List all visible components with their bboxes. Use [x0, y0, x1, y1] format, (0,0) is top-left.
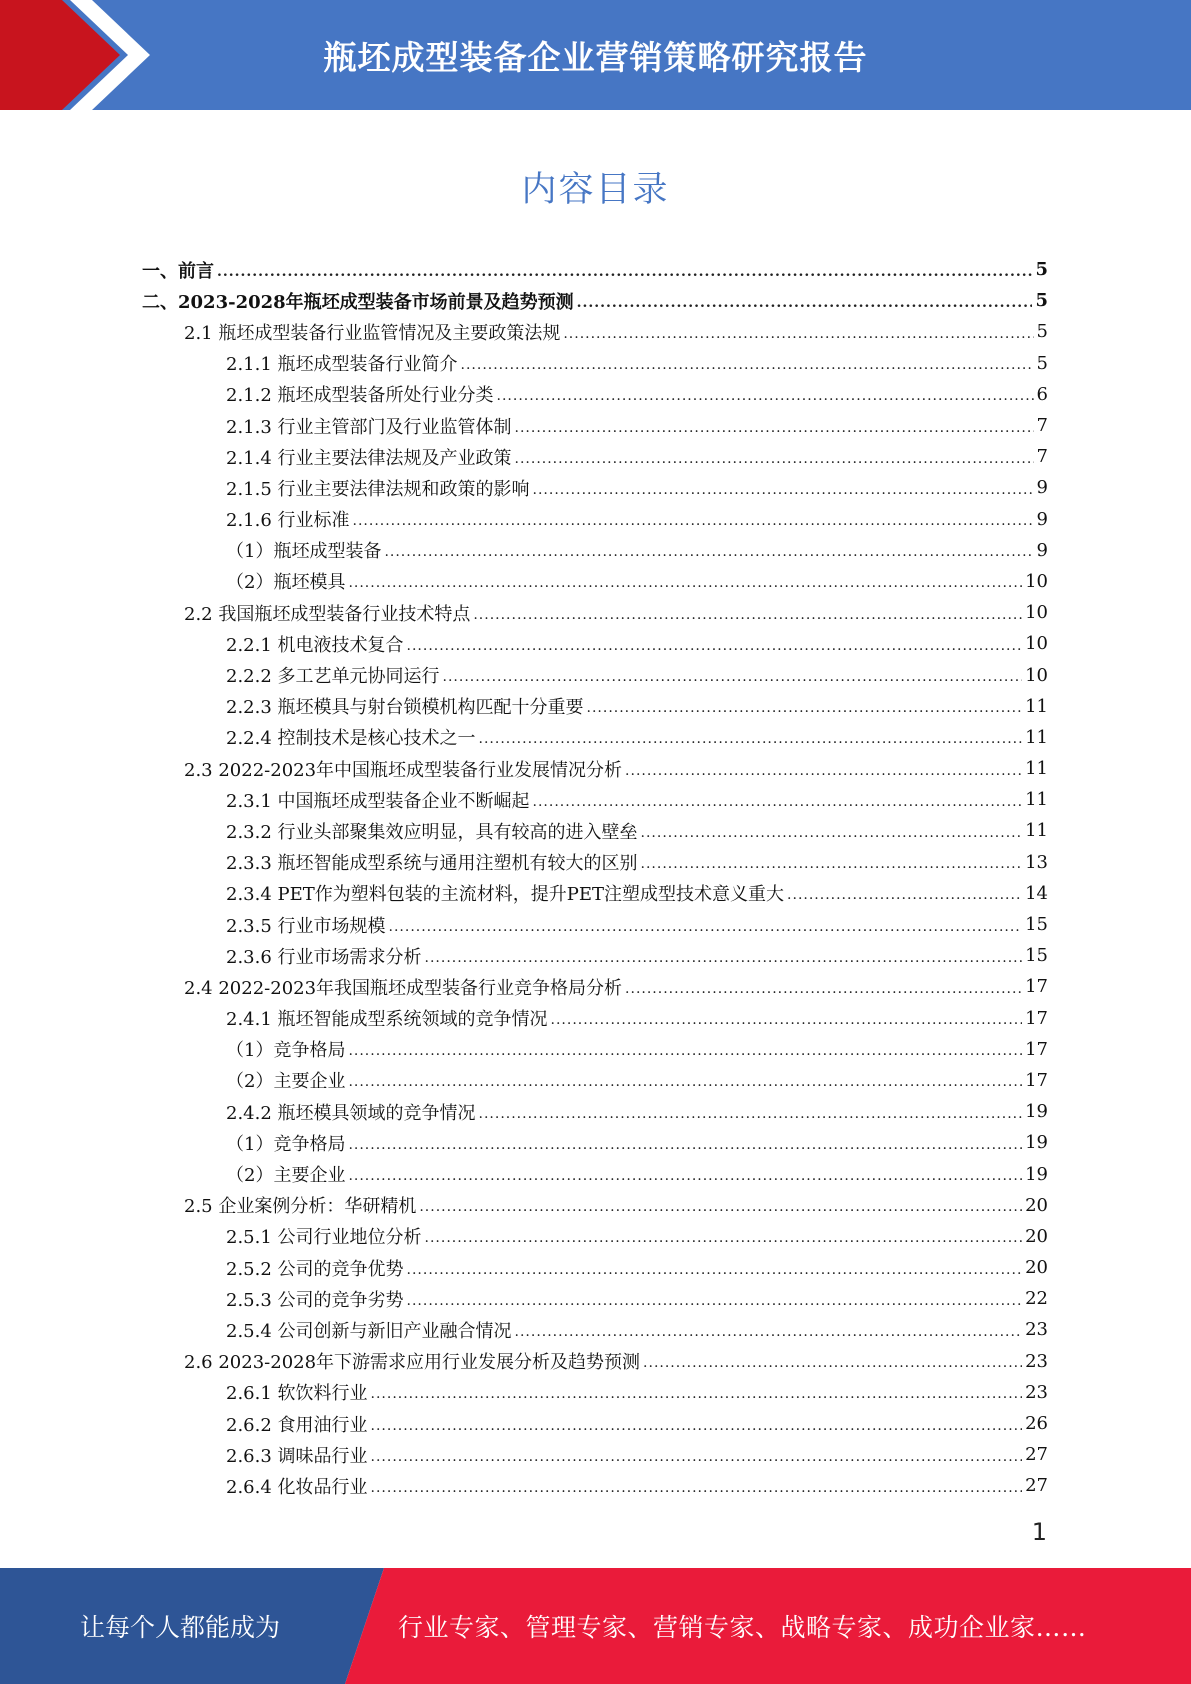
- toc-dot-leader: [497, 388, 1034, 404]
- toc-entry-page: 10: [1025, 570, 1048, 592]
- toc-entry[interactable]: [142, 909, 1048, 940]
- footer-banner: [0, 1568, 1191, 1684]
- toc-entry[interactable]: [142, 1470, 1048, 1501]
- toc-entry-page: 17: [1025, 1069, 1048, 1091]
- toc-entry[interactable]: [142, 691, 1048, 722]
- toc-entry-page: 23: [1025, 1350, 1048, 1372]
- toc-entry-title: 2.6.2 食用油行业: [226, 1414, 368, 1436]
- toc-entry-title: 2.6 2023-2028年下游需求应用行业发展分析及趋势预测: [184, 1352, 641, 1374]
- toc-dot-leader: [371, 1480, 1023, 1496]
- toc-entry-page: 27: [1025, 1475, 1048, 1497]
- toc-dot-leader: [353, 513, 1034, 529]
- toc-entry-page: 19: [1025, 1163, 1048, 1185]
- toc-entry-title: 2.3.3 瓶坯智能成型系统与通用注塑机有较大的区别: [226, 853, 638, 875]
- toc-entry-title: （1）瓶坯成型装备: [226, 541, 382, 563]
- toc-entry[interactable]: [142, 1439, 1048, 1470]
- toc-dot-leader: [407, 1262, 1023, 1278]
- toc-dot-leader: [384, 544, 1033, 560]
- toc-entry-page: 5: [1035, 290, 1048, 312]
- toc-heading: 内容目录: [521, 170, 670, 210]
- toc-entry-page: 11: [1025, 726, 1048, 748]
- toc-entry[interactable]: [142, 472, 1048, 503]
- toc-entry-title: 2.2.1 机电液技术复合: [226, 634, 404, 656]
- toc-entry-title: 2.5.2 公司的竞争优势: [226, 1258, 404, 1280]
- toc-entry-page: 23: [1025, 1319, 1048, 1341]
- toc-dot-leader: [515, 420, 1034, 436]
- toc-dot-leader: [563, 326, 1033, 342]
- toc-entry[interactable]: [142, 815, 1048, 846]
- toc-dot-leader: [641, 856, 1023, 872]
- toc-entry-title: 2.5.1 公司行业地位分析: [226, 1227, 422, 1249]
- toc-entry-page: 20: [1025, 1225, 1048, 1247]
- toc-entry-title: 2.4.1 瓶坯智能成型系统领域的竞争情况: [226, 1009, 548, 1031]
- toc-dot-leader: [551, 1012, 1023, 1028]
- toc-entry-page: 17: [1025, 1007, 1048, 1029]
- toc-entry-title: 2.4.2 瓶坯模具领域的竞争情况: [226, 1102, 476, 1124]
- toc-entry-page: 5: [1036, 352, 1048, 374]
- toc-dot-leader: [371, 1418, 1023, 1434]
- toc-entry-title: 一、前言: [142, 260, 214, 282]
- toc-entry-title: 2.3.2 行业头部聚集效应明显，具有较高的进入壁垒: [226, 821, 638, 843]
- toc-entry-title: 2.6.1 软饮料行业: [226, 1383, 368, 1405]
- toc-entry-page: 9: [1036, 508, 1048, 530]
- toc-dot-leader: [625, 981, 1022, 997]
- toc-entry[interactable]: [142, 1158, 1048, 1189]
- toc-entry-title: （2）瓶坯模具: [226, 572, 346, 594]
- toc-entry-page: 11: [1025, 695, 1048, 717]
- toc-entry-page: 10: [1025, 664, 1048, 686]
- toc-entry-title: 2.3.1 中国瓶坯成型装备企业不断崛起: [226, 790, 530, 812]
- toc-entry[interactable]: [142, 1377, 1048, 1408]
- toc-dot-leader: [515, 451, 1034, 467]
- toc-dot-leader: [371, 1449, 1023, 1465]
- toc-entry-title: 二、2023-2028年瓶坯成型装备市场前景及趋势预测: [142, 291, 574, 313]
- toc-entry-page: 5: [1036, 321, 1048, 343]
- toc-entry[interactable]: [142, 254, 1048, 285]
- toc-dot-leader: [407, 1293, 1023, 1309]
- toc-entry[interactable]: [142, 597, 1048, 628]
- chevron-arrow-icon: [0, 0, 160, 110]
- toc-entry-title: 2.3.4 PET作为塑料包装的主流材料，提升PET注塑成型技术意义重大: [226, 884, 785, 906]
- toc-dot-leader: [515, 1324, 1023, 1340]
- toc-entry-title: （1）竞争格局: [226, 1133, 346, 1155]
- toc-entry-page: 23: [1025, 1381, 1048, 1403]
- toc-entry[interactable]: [142, 1127, 1048, 1158]
- toc-entry[interactable]: [142, 1096, 1048, 1127]
- toc-dot-leader: [625, 763, 1022, 779]
- toc-entry-page: 15: [1025, 914, 1048, 936]
- toc-dot-leader: [587, 700, 1023, 716]
- toc-entry-title: 2.1.2 瓶坯成型装备所处行业分类: [226, 385, 494, 407]
- toc-entry-title: 2.4 2022-2023年我国瓶坯成型装备行业竞争格局分析: [184, 977, 623, 999]
- toc-dot-leader: [425, 950, 1023, 966]
- toc-entry-page: 9: [1036, 477, 1048, 499]
- toc-entry[interactable]: [142, 784, 1048, 815]
- toc-dot-leader: [348, 1043, 1022, 1059]
- toc-dot-leader: [217, 264, 1032, 280]
- toc-entry-title: 2.3.5 行业市场规模: [226, 915, 386, 937]
- toc-entry[interactable]: [142, 753, 1048, 784]
- toc-entry-page: 9: [1036, 539, 1048, 561]
- toc-dot-leader: [643, 1355, 1022, 1371]
- toc-entry-title: 2.1 瓶坯成型装备行业监管情况及主要政策法规: [184, 322, 561, 344]
- toc-entry[interactable]: [142, 441, 1048, 472]
- toc-dot-leader: [348, 1137, 1022, 1153]
- toc-dot-leader: [479, 1106, 1023, 1122]
- toc-entry-title: （1）竞争格局: [226, 1040, 346, 1062]
- toc-dot-leader: [533, 482, 1034, 498]
- toc-entry-title: 2.6.4 化妆品行业: [226, 1476, 368, 1498]
- toc-entry[interactable]: [142, 1221, 1048, 1252]
- toc-entry-page: 7: [1036, 446, 1048, 468]
- toc-entry-page: 14: [1025, 882, 1048, 904]
- toc-entry[interactable]: [142, 1190, 1048, 1221]
- toc-entry-title: 2.3.6 行业市场需求分析: [226, 946, 422, 968]
- page-number: 1: [1031, 1518, 1047, 1546]
- toc-entry-page: 20: [1025, 1257, 1048, 1279]
- toc-dot-leader: [479, 731, 1023, 747]
- toc-entry-page: 13: [1025, 851, 1048, 873]
- toc-entry-title: 2.2.3 瓶坯模具与射台锁模机构匹配十分重要: [226, 697, 584, 719]
- toc-dot-leader: [407, 638, 1023, 654]
- toc-entry-page: 7: [1036, 415, 1048, 437]
- toc-entry[interactable]: [142, 847, 1048, 878]
- toc-entry[interactable]: [142, 628, 1048, 659]
- toc-entry-page: 17: [1025, 1038, 1048, 1060]
- toc-entry-title: 2.5 企业案例分析：华研精机: [184, 1196, 417, 1218]
- toc-entry-page: 5: [1035, 259, 1048, 281]
- toc-entry[interactable]: [142, 504, 1048, 535]
- toc-entry-title: （2）主要企业: [226, 1165, 346, 1187]
- toc-entry[interactable]: [142, 566, 1048, 597]
- toc-dot-leader: [787, 887, 1022, 903]
- toc-entry[interactable]: [142, 1034, 1048, 1065]
- footer-slogan-left: 让每个人都能成为: [79, 1613, 280, 1642]
- toc-entry[interactable]: [142, 348, 1048, 379]
- toc-entry-title: 2.2 我国瓶坯成型装备行业技术特点: [184, 603, 471, 625]
- toc-entry[interactable]: [142, 1408, 1048, 1439]
- toc-entry-page: 11: [1025, 758, 1048, 780]
- toc-entry[interactable]: [142, 940, 1048, 971]
- toc-entry-page: 19: [1025, 1101, 1048, 1123]
- toc-entry[interactable]: [142, 379, 1048, 410]
- toc-entry[interactable]: [142, 1346, 1048, 1377]
- toc-entry-title: 2.5.4 公司创新与新旧产业融合情况: [226, 1320, 512, 1342]
- toc-entry-page: 19: [1025, 1132, 1048, 1154]
- toc-entry[interactable]: [142, 1065, 1048, 1096]
- header-banner: [0, 0, 1191, 110]
- toc-dot-leader: [641, 825, 1023, 841]
- footer-slogan-right: 行业专家、管理专家、营销专家、战略专家、成功企业家……: [398, 1613, 1087, 1642]
- toc-dot-leader: [348, 575, 1022, 591]
- toc-dot-leader: [389, 919, 1023, 935]
- toc-entry-page: 17: [1025, 976, 1048, 998]
- toc-entry[interactable]: [142, 1283, 1048, 1314]
- toc-entry-page: 27: [1025, 1444, 1048, 1466]
- toc-entry-page: 10: [1025, 633, 1048, 655]
- toc-entry-page: 26: [1025, 1413, 1048, 1435]
- toc-entry[interactable]: [142, 285, 1048, 316]
- toc-entry[interactable]: [142, 722, 1048, 753]
- toc-dot-leader: [371, 1386, 1023, 1402]
- report-title: 瓶坯成型装备企业营销策略研究报告: [323, 37, 868, 77]
- toc-entry-title: 2.1.4 行业主要法律法规及产业政策: [226, 447, 512, 469]
- toc-entry[interactable]: [142, 878, 1048, 909]
- toc-dot-leader: [533, 794, 1023, 810]
- toc-dot-leader: [419, 1199, 1022, 1215]
- toc-entry[interactable]: [142, 535, 1048, 566]
- toc-entry-title: 2.1.3 行业主管部门及行业监管体制: [226, 416, 512, 438]
- toc-dot-leader: [425, 1230, 1023, 1246]
- table-of-contents: [142, 254, 1048, 1502]
- toc-dot-leader: [461, 357, 1034, 373]
- toc-dot-leader: [348, 1074, 1022, 1090]
- toc-entry-page: 10: [1025, 602, 1048, 624]
- toc-entry-page: 11: [1025, 789, 1048, 811]
- toc-dot-leader: [577, 295, 1033, 311]
- toc-entry-title: 2.6.3 调味品行业: [226, 1445, 368, 1467]
- toc-entry-title: 2.3 2022-2023年中国瓶坯成型装备行业发展情况分析: [184, 759, 623, 781]
- toc-entry[interactable]: [142, 659, 1048, 690]
- toc-dot-leader: [443, 669, 1023, 685]
- toc-dot-leader: [473, 607, 1022, 623]
- toc-entry-title: 2.1.1 瓶坯成型装备行业简介: [226, 354, 458, 376]
- toc-entry-title: （2）主要企业: [226, 1071, 346, 1093]
- toc-entry-page: 15: [1025, 945, 1048, 967]
- toc-entry-title: 2.2.4 控制技术是核心技术之一: [226, 728, 476, 750]
- toc-entry-title: 2.2.2 多工艺单元协同运行: [226, 666, 440, 688]
- toc-entry[interactable]: [142, 1252, 1048, 1283]
- toc-entry[interactable]: [142, 316, 1048, 347]
- toc-dot-leader: [348, 1168, 1022, 1184]
- toc-entry-page: 22: [1025, 1288, 1048, 1310]
- toc-entry-title: 2.5.3 公司的竞争劣势: [226, 1289, 404, 1311]
- toc-entry-page: 6: [1036, 383, 1048, 405]
- toc-entry[interactable]: [142, 1003, 1048, 1034]
- toc-entry-page: 11: [1025, 820, 1048, 842]
- toc-entry-title: 2.1.5 行业主要法律法规和政策的影响: [226, 478, 530, 500]
- toc-entry[interactable]: [142, 971, 1048, 1002]
- toc-entry[interactable]: [142, 1314, 1048, 1345]
- toc-entry-title: 2.1.6 行业标准: [226, 510, 350, 532]
- toc-entry[interactable]: [142, 410, 1048, 441]
- toc-entry-page: 20: [1025, 1194, 1048, 1216]
